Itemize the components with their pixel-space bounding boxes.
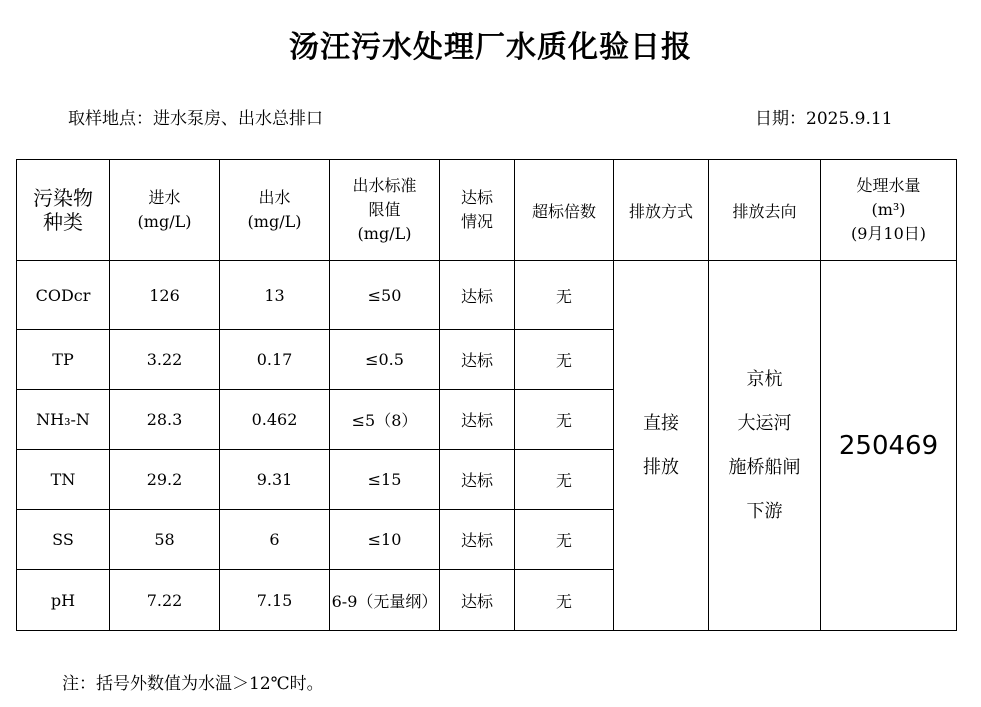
header-limit-line1: 出水标准 [352,176,417,195]
discharge-destination-line3: 施桥船闸 [728,456,801,478]
discharge-destination-line2: 大运河 [737,412,792,434]
cell-compliance: 达标 [440,261,515,330]
cell-effluent: 6 [220,510,330,570]
cell-pollutant: TN [17,450,110,510]
header-compliance [440,160,515,261]
cell-pollutant: NH₃-N [17,390,110,450]
cell-limit: ≤50 [330,261,440,330]
cell-pollutant: TP [17,330,110,390]
header-compliance-line2: 情况 [460,212,493,231]
header-row [17,160,957,261]
cell-pollutant: CODcr [17,261,110,330]
sampling-location-label: 取样地点： [68,109,153,129]
cell-influent: 126 [110,261,220,330]
table-row-codcr [17,261,957,330]
cell-exceed: 无 [515,450,614,510]
cell-effluent: 13 [220,261,330,330]
header-limit [330,160,440,261]
cell-limit: ≤0.5 [330,330,440,390]
cell-effluent: 0.462 [220,390,330,450]
cell-compliance: 达标 [440,330,515,390]
cell-effluent: 9.31 [220,450,330,510]
cell-discharge-destination [709,261,821,631]
cell-exceed: 无 [515,261,614,330]
header-volume-line2: (m³) [871,200,906,219]
sampling-location-value: 进水泵房、出水总排口 [153,109,323,129]
cell-compliance: 达标 [440,570,515,631]
header-limit-line2: 限值 [368,200,401,219]
cell-pollutant: SS [17,510,110,570]
header-pollutant-line1: 污染物 [33,186,93,210]
cell-volume: 250469 [821,261,957,631]
cell-limit: ≤10 [330,510,440,570]
cell-effluent: 0.17 [220,330,330,390]
footnote: 注：括号外数值为水温＞12℃时。 [62,674,324,694]
header-volume-line3: (9月10日) [850,224,927,243]
header-exceed-multiple: 超标倍数 [515,160,614,261]
cell-limit: ≤15 [330,450,440,510]
cell-compliance: 达标 [440,510,515,570]
header-influent-line1: 进水 [148,188,181,207]
cell-influent: 3.22 [110,330,220,390]
cell-exceed: 无 [515,390,614,450]
discharge-method-line1: 直接 [643,412,679,434]
cell-influent: 28.3 [110,390,220,450]
report-title: 汤汪污水处理厂水质化验日报 [289,30,692,65]
cell-compliance: 达标 [440,390,515,450]
cell-compliance: 达标 [440,450,515,510]
header-volume [821,160,957,261]
header-pollutant-line2: 种类 [43,210,83,234]
report-date [755,104,893,129]
cell-exceed: 无 [515,570,614,631]
header-discharge-method: 排放方式 [614,160,709,261]
header-pollutant [17,160,110,261]
header-limit-line3: (mg/L) [357,224,412,243]
header-effluent-line1: 出水 [258,188,291,207]
report-date-label: 日期： [755,109,806,129]
header-volume-line1: 处理水量 [856,176,921,195]
sampling-location [68,104,323,129]
header-effluent [220,160,330,261]
header-effluent-line2: (mg/L) [247,212,302,231]
header-discharge-destination: 排放去向 [709,160,821,261]
cell-discharge-method [614,261,709,631]
discharge-destination-line1: 京杭 [746,368,783,390]
cell-pollutant: pH [17,570,110,631]
discharge-method-line2: 排放 [643,456,679,478]
header-compliance-line1: 达标 [460,188,493,207]
cell-exceed: 无 [515,330,614,390]
cell-influent: 58 [110,510,220,570]
cell-influent: 7.22 [110,570,220,631]
water-quality-table [16,159,957,631]
cell-influent: 29.2 [110,450,220,510]
cell-limit: 6-9（无量纲） [330,570,440,631]
cell-effluent: 7.15 [220,570,330,631]
cell-limit: ≤5（8） [330,390,440,450]
header-influent [110,160,220,261]
cell-exceed: 无 [515,510,614,570]
report-date-value: 2025.9.11 [806,109,893,129]
header-influent-line2: (mg/L) [137,212,192,231]
discharge-destination-line4: 下游 [746,500,783,522]
